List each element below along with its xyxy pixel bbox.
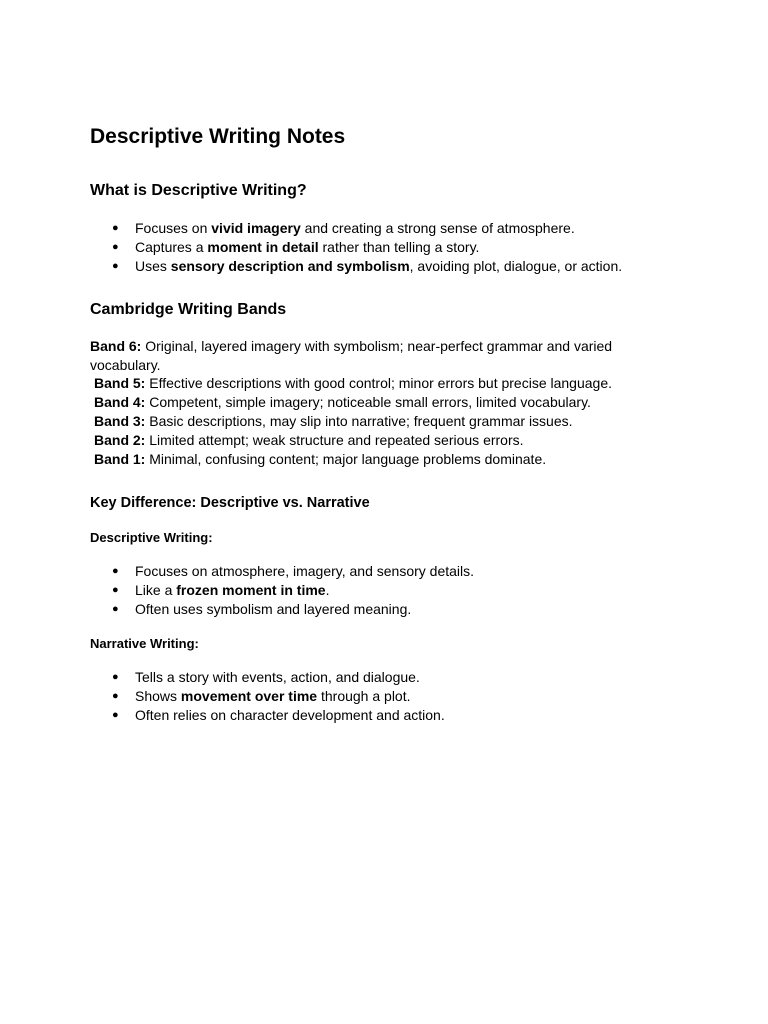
band-row <box>94 374 612 393</box>
key-difference-heading: Key Difference: Descriptive vs. Narrative <box>90 495 370 511</box>
bullet-icon: ● <box>112 565 119 577</box>
descriptive-subheading: Descriptive Writing: <box>90 530 213 545</box>
bullet-icon: ● <box>112 603 119 615</box>
list-item-text: Often uses symbolism and layered meaning. <box>135 601 412 617</box>
what-is-list <box>0 219 768 276</box>
band-description: Basic descriptions, may slip into narrative; frequent grammar issues. <box>145 413 573 429</box>
list-item-text: Focuses on vivid imagery and creating a strong sense of atmosphere. <box>135 220 575 236</box>
list-item <box>0 219 768 238</box>
list-item <box>0 238 768 257</box>
narrative-subheading: Narrative Writing: <box>90 636 199 651</box>
bullet-icon: ● <box>112 260 119 272</box>
band-6-paragraph <box>90 337 650 375</box>
band-label: Band 3: <box>94 413 146 429</box>
list-item <box>0 581 768 600</box>
band-label: Band 5: <box>94 375 146 391</box>
list-item-text: Like a frozen moment in time. <box>135 582 330 598</box>
band-row <box>94 450 612 469</box>
band-description: Minimal, confusing content; major language problems dominate. <box>145 451 547 467</box>
band-description: Original, layered imagery with symbolism; near-perfect grammar and varied vocabulary. <box>90 338 613 373</box>
band-description: Limited attempt; weak structure and repeated serious errors. <box>145 432 524 448</box>
bullet-icon: ● <box>112 241 119 253</box>
list-item <box>0 562 768 581</box>
narrative-list <box>0 668 768 725</box>
band-label: Band 2: <box>94 432 146 448</box>
bullet-icon: ● <box>112 709 119 721</box>
band-list <box>94 374 612 469</box>
list-item <box>0 257 768 276</box>
list-item-text: Captures a moment in detail rather than telling a story. <box>135 239 480 255</box>
list-item <box>0 600 768 619</box>
list-item-text: Focuses on atmosphere, imagery, and sensory details. <box>135 563 475 579</box>
bands-heading: Cambridge Writing Bands <box>90 301 287 318</box>
band-label: Band 1: <box>94 451 146 467</box>
list-item-text: Shows movement over time through a plot. <box>135 688 411 704</box>
band-row <box>94 393 612 412</box>
band-label: Band 6: <box>90 338 142 354</box>
document-title: Descriptive Writing Notes <box>90 125 346 148</box>
bullet-icon: ● <box>112 584 119 596</box>
bullet-icon: ● <box>112 222 119 234</box>
band-row <box>94 412 612 431</box>
band-label: Band 4: <box>94 394 146 410</box>
what-is-heading: What is Descriptive Writing? <box>90 182 307 199</box>
list-item-text: Often relies on character development and action. <box>135 707 445 723</box>
bullet-icon: ● <box>112 671 119 683</box>
descriptive-list <box>0 562 768 619</box>
list-item-text: Uses sensory description and symbolism, avoiding plot, dialogue, or action. <box>135 258 623 274</box>
list-item <box>0 687 768 706</box>
bullet-icon: ● <box>112 690 119 702</box>
list-item <box>0 706 768 725</box>
list-item-text: Tells a story with events, action, and dialogue. <box>135 669 420 685</box>
band-description: Effective descriptions with good control; minor errors but precise language. <box>145 375 612 391</box>
list-item <box>0 668 768 687</box>
band-description: Competent, simple imagery; noticeable small errors, limited vocabulary. <box>145 394 591 410</box>
band-row <box>94 431 612 450</box>
